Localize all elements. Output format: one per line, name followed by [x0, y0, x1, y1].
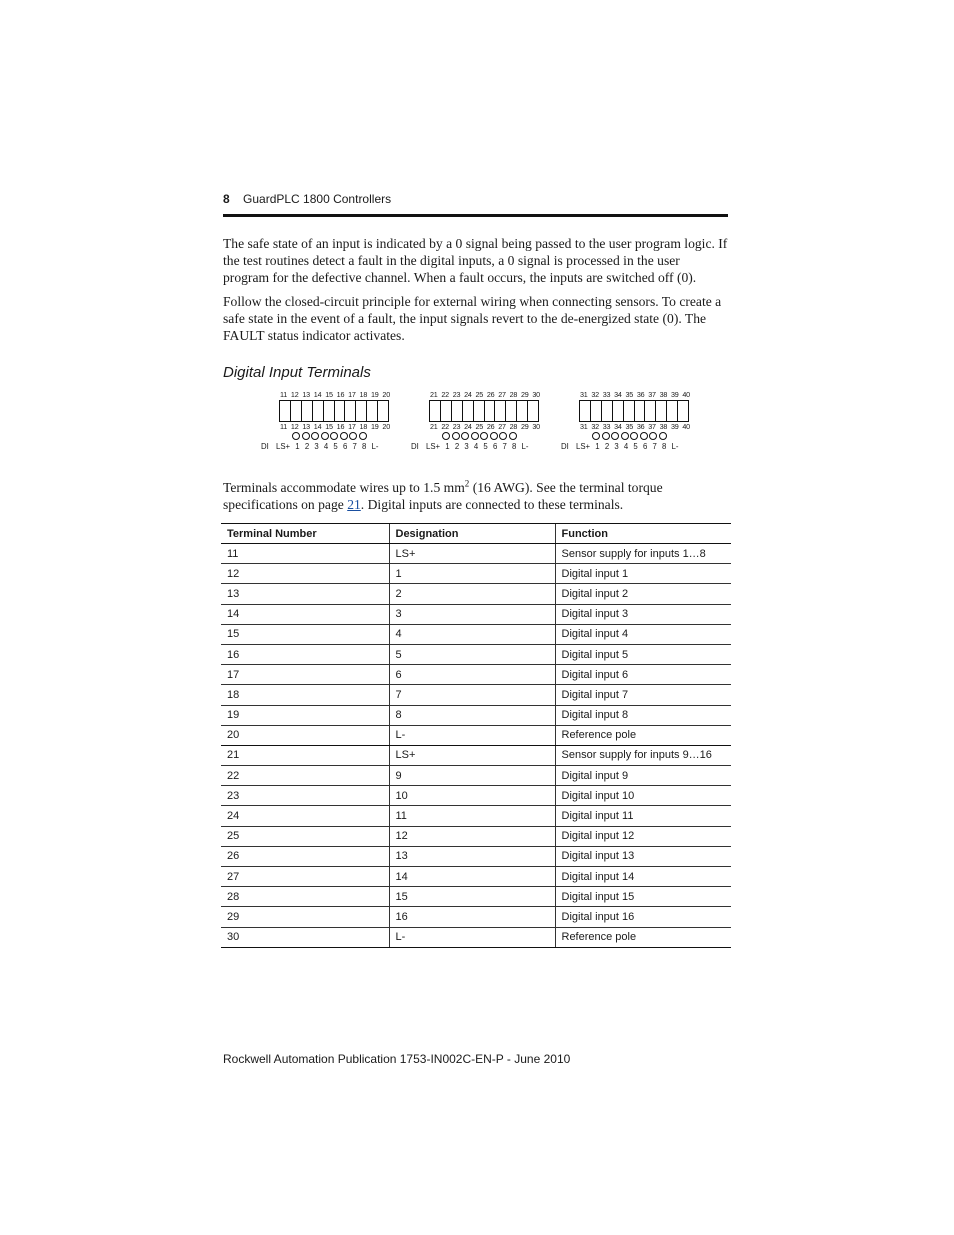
terminal-number: 31 — [580, 422, 588, 431]
terminal-number: 26 — [486, 390, 495, 399]
function-cell: Digital input 11 — [555, 806, 731, 826]
terminal-number: 40 — [682, 422, 690, 431]
screw-circle-icon — [442, 432, 450, 440]
page-link[interactable]: 21 — [347, 497, 361, 512]
table-row — [221, 745, 731, 765]
screw-circle-icon — [321, 432, 329, 440]
terminal-number: 17 — [348, 390, 356, 399]
terminal-number: 26 — [486, 422, 495, 431]
designation-cell: 3 — [389, 604, 555, 624]
designation-cell: LS+ — [389, 544, 555, 564]
terminal-screws — [442, 432, 517, 440]
wires-text-2: (16 AWG). See the terminal torque specifications on page — [223, 480, 663, 512]
screw-circle-icon — [611, 432, 619, 440]
screw-circle-icon — [330, 432, 338, 440]
terminal-cell — [613, 401, 624, 421]
terminal-number: 24 — [464, 390, 472, 399]
terminal-number: 21 — [430, 422, 438, 431]
terminal-label: 4 — [623, 442, 629, 451]
table-row — [221, 927, 731, 947]
section-title: Digital Input Terminals — [223, 364, 371, 381]
column-header: Function — [555, 524, 731, 544]
terminal-label: 2 — [604, 442, 610, 451]
terminal-number: 17 — [348, 422, 356, 431]
terminal-number: 31 — [580, 390, 588, 399]
terminal-cell — [367, 401, 378, 421]
terminal-label: 1 — [295, 442, 300, 451]
terminal-number: 32 — [591, 390, 599, 399]
terminal-number-cell: 16 — [221, 644, 389, 664]
designation-cell: L- — [389, 927, 555, 947]
designation-cell: 5 — [389, 644, 555, 664]
terminal-number: 40 — [682, 390, 690, 399]
terminal-label: 3 — [314, 442, 319, 451]
screw-circle-icon — [461, 432, 469, 440]
terminal-number-cell: 27 — [221, 867, 389, 887]
terminal-screws — [592, 432, 667, 440]
designation-cell: 10 — [389, 786, 555, 806]
terminal-number-cell: 15 — [221, 624, 389, 644]
terminal-number: 34 — [614, 390, 622, 399]
terminal-number: 18 — [359, 390, 368, 399]
terminal-cell — [302, 401, 313, 421]
function-cell: Digital input 12 — [555, 826, 731, 846]
screw-circle-icon — [452, 432, 460, 440]
table-row — [221, 564, 731, 584]
terminal-numbers-top — [580, 390, 690, 399]
terminal-label: 2 — [454, 442, 460, 451]
terminal-number: 25 — [475, 390, 484, 399]
terminal-cell — [485, 401, 496, 421]
function-cell: Digital input 15 — [555, 887, 731, 907]
terminal-cell — [517, 401, 528, 421]
table-row — [221, 705, 731, 725]
terminal-number: 27 — [498, 390, 506, 399]
terminal-number: 16 — [336, 422, 345, 431]
screw-circle-icon — [509, 432, 517, 440]
table-row — [221, 867, 731, 887]
function-cell: Digital input 16 — [555, 907, 731, 927]
running-header — [223, 192, 728, 206]
terminal-number: 22 — [441, 390, 449, 399]
screw-circle-icon — [340, 432, 348, 440]
terminal-number: 37 — [648, 390, 656, 399]
terminal-number: 38 — [659, 390, 668, 399]
terminal-cell — [430, 401, 441, 421]
designation-cell: 7 — [389, 685, 555, 705]
terminal-number-cell: 12 — [221, 564, 389, 584]
terminal-cell — [378, 401, 388, 421]
terminal-cell — [678, 401, 688, 421]
terminal-number-cell: 29 — [221, 907, 389, 927]
screw-circle-icon — [359, 432, 367, 440]
screw-circle-icon — [349, 432, 357, 440]
terminal-number: 29 — [521, 390, 529, 399]
screw-circle-icon — [499, 432, 507, 440]
table-row — [221, 665, 731, 685]
terminal-label: L- — [671, 442, 679, 451]
terminal-label: 8 — [662, 442, 667, 451]
function-cell: Digital input 1 — [555, 564, 731, 584]
terminal-number: 14 — [313, 422, 322, 431]
terminal-number: 20 — [382, 390, 390, 399]
table-row — [221, 624, 731, 644]
terminal-label: 8 — [362, 442, 367, 451]
terminal-numbers-bot — [430, 422, 540, 431]
screw-circle-icon — [292, 432, 300, 440]
terminal-number: 11 — [280, 422, 288, 431]
table-row — [221, 544, 731, 564]
table-row — [221, 826, 731, 846]
terminal-number-cell: 21 — [221, 745, 389, 765]
function-cell: Digital input 9 — [555, 766, 731, 786]
terminal-cell — [313, 401, 324, 421]
terminal-number: 15 — [325, 422, 333, 431]
table-row — [221, 887, 731, 907]
terminal-numbers-bot — [280, 422, 390, 431]
terminal-number: 33 — [602, 422, 611, 431]
terminal-cell — [635, 401, 646, 421]
terminal-labels — [411, 442, 528, 451]
terminal-cell — [624, 401, 635, 421]
terminal-number: 19 — [370, 390, 379, 399]
terminal-number-cell: 19 — [221, 705, 389, 725]
designation-cell: 2 — [389, 584, 555, 604]
terminal-block — [558, 388, 698, 456]
terminal-number-cell: 14 — [221, 604, 389, 624]
terminal-label: 1 — [595, 442, 600, 451]
designation-cell: LS+ — [389, 745, 555, 765]
terminal-label: 7 — [352, 442, 357, 451]
terminal-number: 15 — [325, 390, 333, 399]
terminal-block — [408, 388, 548, 456]
function-cell: Digital input 7 — [555, 685, 731, 705]
column-header: Designation — [389, 524, 555, 544]
function-cell: Sensor supply for inputs 9…16 — [555, 745, 731, 765]
terminal-number: 35 — [625, 390, 634, 399]
terminal-cell — [495, 401, 506, 421]
screw-circle-icon — [480, 432, 488, 440]
screw-circle-icon — [490, 432, 498, 440]
terminal-number-cell: 13 — [221, 584, 389, 604]
terminal-number: 33 — [602, 390, 611, 399]
function-cell: Digital input 3 — [555, 604, 731, 624]
terminal-cell — [580, 401, 591, 421]
screw-circle-icon — [621, 432, 629, 440]
table-row — [221, 846, 731, 866]
terminal-label: 2 — [304, 442, 310, 451]
function-cell: Digital input 8 — [555, 705, 731, 725]
screw-circle-icon — [602, 432, 610, 440]
terminal-number: 30 — [532, 422, 540, 431]
terminal-number: 12 — [290, 422, 299, 431]
paragraph-wires — [223, 479, 728, 513]
terminal-cell — [452, 401, 463, 421]
terminal-label: 8 — [512, 442, 517, 451]
terminal-number: 12 — [290, 390, 299, 399]
terminal-number: 36 — [636, 422, 645, 431]
terminal-number: 28 — [509, 390, 518, 399]
function-cell: Digital input 5 — [555, 644, 731, 664]
terminal-table — [221, 523, 731, 948]
function-cell: Reference pole — [555, 725, 731, 745]
paragraph-closed-circuit: Follow the closed-circuit principle for external wiring when connecting sensors. To create a safe state in the event of a fault, the input signals revert to the de-energized state (0). The FAULT status indicator activates. — [223, 294, 722, 343]
designation-cell: 13 — [389, 846, 555, 866]
terminal-number: 34 — [614, 422, 622, 431]
designation-cell: 6 — [389, 665, 555, 685]
header-rule — [223, 214, 728, 217]
terminal-number-cell: 20 — [221, 725, 389, 745]
footer-publication: Rockwell Automation Publication 1753-IN002C-EN-P - June 2010 — [223, 1052, 571, 1066]
screw-circle-icon — [659, 432, 667, 440]
terminal-number: 19 — [370, 422, 379, 431]
terminal-label: 4 — [323, 442, 329, 451]
terminal-cell — [463, 401, 474, 421]
terminal-number: 22 — [441, 422, 449, 431]
terminal-number-cell: 24 — [221, 806, 389, 826]
terminal-number: 11 — [280, 390, 288, 399]
terminal-label: 4 — [473, 442, 479, 451]
terminal-cell — [506, 401, 517, 421]
designation-cell: 4 — [389, 624, 555, 644]
function-cell: Digital input 2 — [555, 584, 731, 604]
terminal-number-cell: 28 — [221, 887, 389, 907]
terminal-cell — [335, 401, 346, 421]
screw-circle-icon — [592, 432, 600, 440]
terminal-number: 39 — [671, 390, 679, 399]
table-row — [221, 644, 731, 664]
terminal-cell — [656, 401, 667, 421]
terminal-number: 35 — [625, 422, 634, 431]
terminal-numbers-top — [280, 390, 390, 399]
terminal-cell — [528, 401, 538, 421]
terminal-label: 6 — [492, 442, 498, 451]
table-row — [221, 685, 731, 705]
terminal-cell — [602, 401, 613, 421]
terminal-cell — [291, 401, 302, 421]
terminal-cell — [645, 401, 656, 421]
terminal-cell — [324, 401, 335, 421]
terminal-number: 39 — [671, 422, 679, 431]
terminal-label: LS+ — [426, 442, 441, 451]
terminal-label: 1 — [445, 442, 450, 451]
function-cell: Digital input 4 — [555, 624, 731, 644]
function-cell: Digital input 6 — [555, 665, 731, 685]
terminal-labels — [561, 442, 678, 451]
terminal-number: 18 — [359, 422, 368, 431]
terminal-label: 5 — [483, 442, 488, 451]
designation-cell: 12 — [389, 826, 555, 846]
table-row — [221, 604, 731, 624]
designation-cell: 1 — [389, 564, 555, 584]
terminal-label: LS+ — [576, 442, 591, 451]
terminal-label: 6 — [342, 442, 348, 451]
terminal-number: 13 — [302, 390, 310, 399]
function-cell: Reference pole — [555, 927, 731, 947]
designation-cell: 11 — [389, 806, 555, 826]
terminal-number: 38 — [659, 422, 668, 431]
terminal-number: 37 — [648, 422, 656, 431]
screw-circle-icon — [630, 432, 638, 440]
designation-cell: 16 — [389, 907, 555, 927]
designation-cell: 14 — [389, 867, 555, 887]
terminal-label: 5 — [333, 442, 338, 451]
screw-circle-icon — [311, 432, 319, 440]
terminal-number: 27 — [498, 422, 506, 431]
terminal-numbers-top — [430, 390, 540, 399]
paragraph-safe-state: The safe state of an input is indicated by a 0 signal being passed to the user program logic. If the test routines detect a fault in the digital inputs, a 0 signal is processed in the user program for the defective channel. When a fault occurs, the inputs are switched off (0). — [223, 236, 728, 285]
terminal-number: 24 — [464, 422, 472, 431]
terminal-number: 14 — [313, 390, 322, 399]
terminal-cell — [345, 401, 356, 421]
terminal-number-cell: 11 — [221, 544, 389, 564]
terminal-number: 16 — [336, 390, 345, 399]
table-row — [221, 907, 731, 927]
terminal-numbers-bot — [580, 422, 690, 431]
terminal-cell — [441, 401, 452, 421]
designation-cell: 9 — [389, 766, 555, 786]
terminal-number: 21 — [430, 390, 438, 399]
screw-circle-icon — [649, 432, 657, 440]
terminal-cell — [280, 401, 291, 421]
designation-cell: 15 — [389, 887, 555, 907]
terminal-number-cell: 26 — [221, 846, 389, 866]
terminal-label: DI — [261, 442, 269, 451]
screw-circle-icon — [471, 432, 479, 440]
terminal-strip — [429, 400, 539, 422]
terminal-number-cell: 17 — [221, 665, 389, 685]
terminal-number-cell: 22 — [221, 766, 389, 786]
screw-circle-icon — [640, 432, 648, 440]
terminal-number: 25 — [475, 422, 484, 431]
terminal-strip — [279, 400, 389, 422]
terminal-number: 30 — [532, 390, 540, 399]
table-row — [221, 786, 731, 806]
terminal-number: 20 — [382, 422, 390, 431]
terminal-label: 3 — [614, 442, 619, 451]
screw-circle-icon — [302, 432, 310, 440]
table-row — [221, 584, 731, 604]
function-cell: Digital input 13 — [555, 846, 731, 866]
table-row — [221, 766, 731, 786]
terminal-number: 32 — [591, 422, 599, 431]
page-number: 8 — [223, 192, 230, 206]
terminal-label: 7 — [502, 442, 507, 451]
terminal-label: 7 — [652, 442, 657, 451]
terminal-block — [258, 388, 398, 456]
terminal-cell — [591, 401, 602, 421]
table-row — [221, 806, 731, 826]
terminal-number-cell: 18 — [221, 685, 389, 705]
wires-text-1: Terminals accommodate wires up to 1.5 mm — [223, 480, 465, 495]
wires-text-3: . Digital inputs are connected to these terminals. — [360, 497, 624, 512]
running-title: GuardPLC 1800 Controllers — [243, 192, 392, 206]
terminal-cell — [474, 401, 485, 421]
function-cell: Digital input 10 — [555, 786, 731, 806]
terminal-cell — [356, 401, 367, 421]
terminal-label: 5 — [633, 442, 638, 451]
terminal-label: L- — [371, 442, 379, 451]
column-header: Terminal Number — [221, 524, 389, 544]
function-cell: Digital input 14 — [555, 867, 731, 887]
terminal-cell — [667, 401, 678, 421]
terminal-label: LS+ — [276, 442, 291, 451]
terminal-screws — [292, 432, 367, 440]
terminal-number: 28 — [509, 422, 518, 431]
terminal-label: 3 — [464, 442, 469, 451]
terminal-number: 23 — [452, 390, 461, 399]
terminal-label: DI — [411, 442, 419, 451]
terminal-number: 29 — [521, 422, 529, 431]
terminal-number: 23 — [452, 422, 461, 431]
terminal-label: 6 — [642, 442, 648, 451]
terminal-label: L- — [521, 442, 529, 451]
terminal-number: 13 — [302, 422, 310, 431]
terminal-label: DI — [561, 442, 569, 451]
function-cell: Sensor supply for inputs 1…8 — [555, 544, 731, 564]
designation-cell: L- — [389, 725, 555, 745]
terminal-block-diagram — [258, 388, 708, 458]
terminal-number-cell: 30 — [221, 927, 389, 947]
terminal-number: 36 — [636, 390, 645, 399]
table-header-row — [221, 524, 731, 544]
table-row — [221, 725, 731, 745]
terminal-strip — [579, 400, 689, 422]
terminal-number-cell: 25 — [221, 826, 389, 846]
terminal-labels — [261, 442, 378, 451]
designation-cell: 8 — [389, 705, 555, 725]
terminal-number-cell: 23 — [221, 786, 389, 806]
wires-superscript: 2 — [464, 478, 470, 489]
